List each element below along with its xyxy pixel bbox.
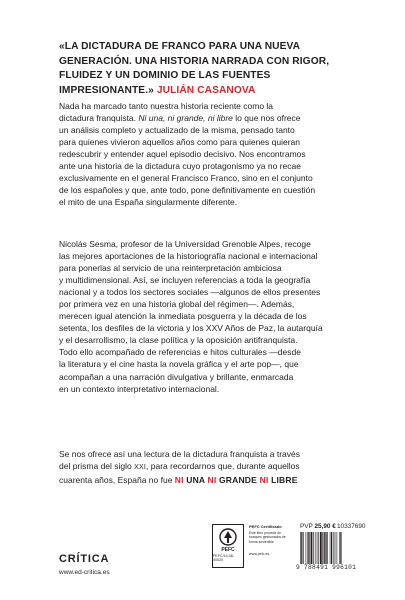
pefc-description: Este libro procede de bosques gestionados de forma sostenible [249,531,286,544]
barcode-bar [320,532,322,564]
barcode-bar [335,532,336,564]
title-slogan: NI UNA NI GRANDE NI LIBRE [174,475,298,486]
barcode-bar [309,532,310,564]
text-line: merecen igual atención la inmediata posguerra y la década de los [59,311,307,322]
barcode-bar [307,532,308,564]
barcode [300,532,360,564]
text-line: para ponerlas al servicio de una reinterpretación ambiciosa [59,263,282,274]
barcode-bar [325,532,326,564]
text-line: para quienes vivieron aquellos años como para quienes quieran [59,137,300,148]
barcode-bar [303,532,304,564]
quote-author: JULIÁN CASANOVA [156,84,256,96]
barcode-bar [317,532,318,564]
text-line: Todo ello acompañado de referencias e hitos culturales —desde [59,347,301,358]
back-cover-quote [59,40,359,98]
barcode-bar [313,532,314,564]
barcode-bar [333,532,334,564]
text-line: un análisis completo y actualizado de la misma, pensado tanto [59,125,295,136]
barcode-bar [339,532,340,564]
pefc-code: PEFC/14-38-00020 [213,554,234,562]
barcode-bar [337,532,338,564]
barcode-bar [318,532,319,564]
barcode-number: 9 788491 996101 [296,564,357,571]
barcode-bar [340,532,341,564]
barcode-bar [322,532,323,564]
barcode-bar [306,532,307,564]
text-line: redescubrir y entender aquel episodio decisivo. Nos encontramos [59,149,306,160]
pefc-info [249,524,293,556]
pefc-title: PEFC Certificado [249,524,282,529]
barcode-bar [301,532,302,564]
barcode-bar [311,532,313,564]
book-title-italic: Ni una, ni grande, ni libre [138,113,233,124]
text-line: el mito de una España singularmente diferente. [59,197,238,208]
synopsis-paragraph-2 [59,238,349,395]
text-line: la literatura y el cine hasta la novela gráfica y el arte pop—, que [59,359,299,370]
text-line: acompañan a una narración divulgativa y brillante, enmarcada [59,371,294,382]
price-value: 25,90 € [314,523,336,530]
text-line: Nicolás Sesma, profesor de la Universidad Grenoble Alpes, recoge [59,239,311,249]
text-line: en un contexto interpretativo internacional. [59,383,220,394]
publisher-logo: CRÍTICA [59,553,110,565]
price: PVP 25,90 € [300,523,336,530]
barcode-bar [330,532,331,564]
text-line: setenta, los desfiles de la victoria y los XXV Años de Paz, la autarquía [59,323,323,334]
barcode-bar [327,532,328,564]
pefc-logo [212,524,244,568]
publisher-url: www.ed-critica.es [59,569,110,576]
text-line: exclusivamente en el general Francisco Franco, sino en el conjunto [59,173,313,184]
text-line: y el desarrollismo, la clase política y la oposición antifranquista. [59,335,298,346]
barcode-bar [324,532,325,564]
century-small-caps: XXI [134,464,147,472]
barcode-bar [315,532,316,564]
pefc-url: www.pefc.es [249,552,270,557]
text-line: las mejores aportaciones de la historiografía nacional e internacional [59,251,318,262]
text-line: ante una historia de la dictadura cuyo protagonismo ya no recae [59,161,301,172]
reference-code: 10337690 [337,523,366,530]
text-line: cuarenta años, España no fue NI UNA NI GRANDE NI LIBRE [59,475,298,486]
synopsis-paragraph-3 [59,448,349,486]
barcode-bar [331,532,332,564]
quote-text: «LA DICTADURA DE FRANCO PARA UNA NUEVA GENERACIÓN. UNA HISTORIA NARRADA CON RIGOR, FLUIDEZ Y UN DOMINIO DE LAS FUENTES IMPRESIONANTE.» [59,41,330,96]
text-line: del prisma del siglo XXI, para recordarnos que, durante aquellos [59,461,300,472]
text-line: y multidimensional. Así, se incluyen referencias a toda la geografía [59,275,311,286]
text-line: de los españoles y que, ante todo, pone definitivamente en cuestión [59,185,316,196]
tree-icon [218,528,238,546]
pefc-label: PEFC [221,547,235,553]
barcode-bar [300,532,301,564]
text-line: dictadura franquista. Ni una, ni grande, ni libre lo que nos ofrece [59,113,301,124]
text-line: Se nos ofrece así una lectura de la dictadura franquista a través [59,449,300,459]
text-line: por primera vez en una historia global del régimen—. Además, [59,299,295,310]
text-line: nacional y a todos los sectores sociales —algunos de ellos presentes [59,287,321,298]
synopsis-paragraph-1 [59,100,349,208]
text-line: Nada ha marcado tanto nuestra historia reciente como la [59,101,274,111]
